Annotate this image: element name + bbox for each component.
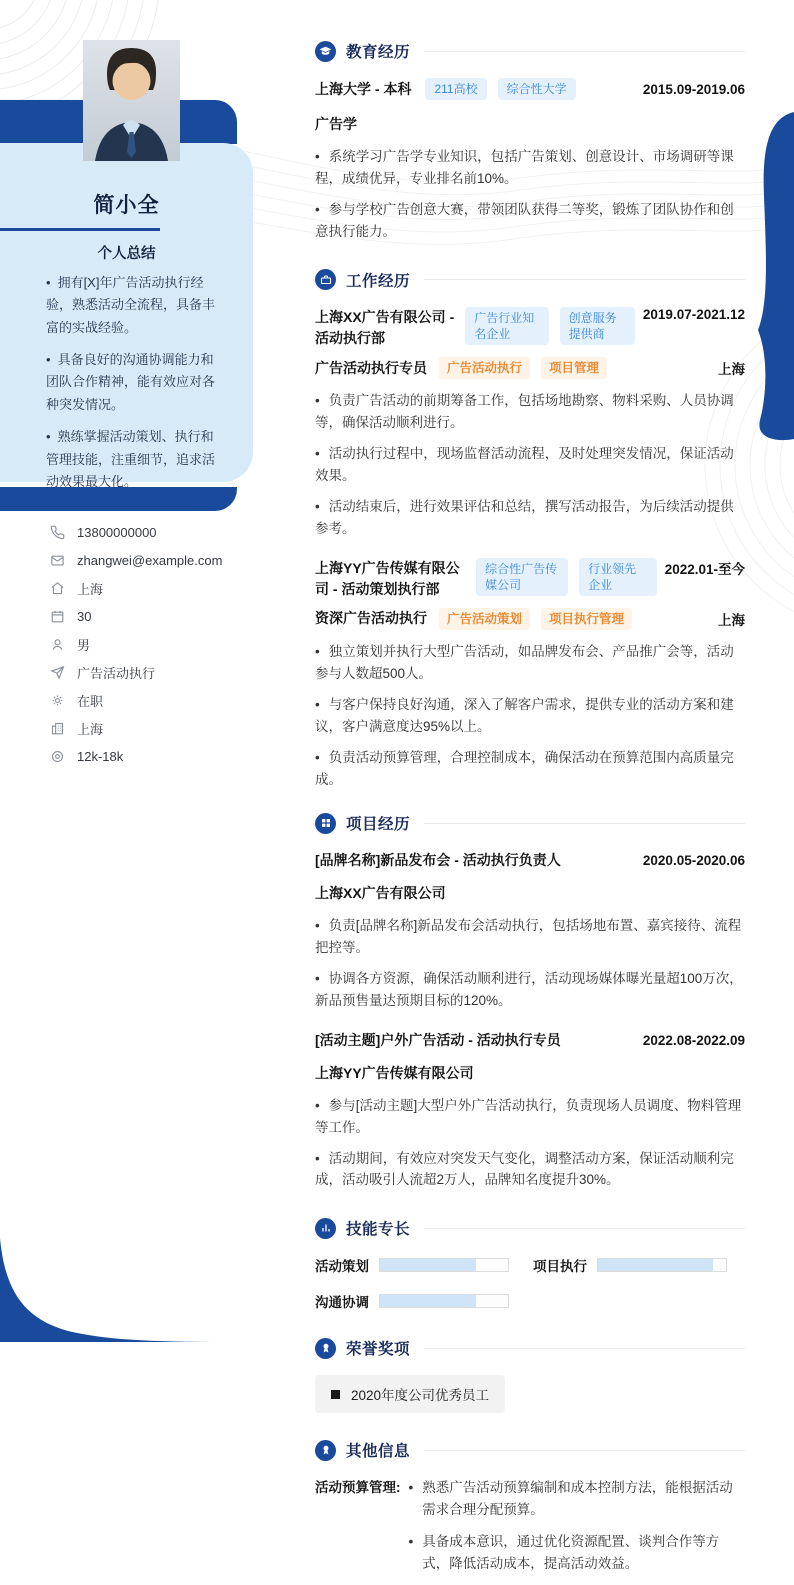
section-header-projects	[315, 812, 745, 834]
job-date: 2019.07-2021.12	[642, 306, 745, 322]
company-tag: 行业领先企业	[579, 558, 657, 596]
section-title: 技能专长	[346, 1221, 411, 1239]
contact-row-salary	[50, 742, 260, 770]
skill-label: 项目执行	[533, 1259, 587, 1275]
education-entry-header	[315, 78, 745, 100]
summary-item: • 熟练掌握活动策划、执行和管理技能，注重细节，追求活动效果最大化。	[46, 426, 218, 493]
job-bullets	[315, 390, 745, 539]
phone-icon	[50, 525, 65, 540]
bullet-item: • 熟悉广告活动预算编制和成本控制方法，能根据活动需求合理分配预算。	[409, 1477, 746, 1521]
award-icon	[315, 1338, 336, 1359]
contact-row-gender	[50, 630, 260, 658]
project-name: [活动主题]户外广告活动 - 活动执行专员	[315, 1031, 561, 1048]
position-title: 资深广告活动执行	[315, 610, 427, 627]
home-icon	[50, 581, 65, 596]
job-location: 上海	[718, 612, 745, 628]
bullet-item: • 负责[品牌名称]新品发布会活动执行，包括场地布置、嘉宾接待、流程把控等。	[315, 915, 745, 959]
bullet-item: • 系统学习广告学专业知识，包括广告策划、创意设计、市场调研等课程，成绩优异，专业排名前10%。	[315, 146, 745, 190]
contact-row-hometown	[50, 574, 260, 602]
section-divider	[424, 823, 745, 824]
section-title: 教育经历	[346, 44, 411, 61]
city-icon	[50, 721, 65, 736]
school-tag: 综合性大学	[498, 78, 576, 100]
company-name: 上海YY广告传媒有限公司 - 活动策划执行部	[315, 559, 460, 597]
project-name: [品牌名称]新品发布会 - 活动执行负责人	[315, 852, 561, 869]
section-divider	[424, 51, 745, 52]
bullet-item: • 活动执行过程中，现场监督活动流程，及时处理突发情况，保证活动效果。	[315, 443, 745, 487]
company-tag: 创意服务提供商	[560, 307, 635, 345]
contact-value: 上海	[77, 581, 104, 597]
email-icon	[50, 553, 65, 568]
skills-grid	[315, 1255, 745, 1311]
position-tag: 项目执行管理	[541, 608, 632, 631]
contact-row-job-status	[50, 686, 260, 714]
project-bullets	[315, 915, 745, 1011]
section-header-honors	[315, 1337, 745, 1359]
gender-icon	[50, 637, 65, 652]
bullet-item: • 与客户保持良好沟通，深入了解客户需求，提供专业的活动方案和建议，客户满意度达95%以上。	[315, 694, 745, 738]
square-bullet-icon	[331, 1390, 340, 1399]
right-edge-accent-shape	[758, 112, 794, 440]
briefcase-icon	[315, 269, 336, 290]
skill-fill	[380, 1259, 476, 1271]
summary-item: • 具备良好的沟通协调能力和团队合作精神，能有效应对各种突发情况。	[46, 349, 218, 416]
section-title: 项目经历	[346, 816, 411, 834]
contact-value: 男	[77, 637, 91, 653]
other-info-label: 活动预算管理:	[315, 1480, 401, 1496]
contact-value: 广告活动执行	[77, 665, 156, 681]
skill-fill	[380, 1295, 476, 1307]
education-icon	[315, 41, 336, 62]
project-date: 2020.05-2020.06	[642, 853, 745, 869]
project-company: 上海XX广告有限公司	[315, 885, 446, 902]
skill-bar	[597, 1258, 727, 1272]
school-name: 上海大学 - 本科	[315, 80, 412, 97]
skill-fill	[598, 1259, 713, 1271]
profile-photo	[83, 40, 180, 161]
bullet-item: • 参与学校广告创意大赛，带领团队获得二等奖，锻炼了团队协作和创意执行能力。	[315, 199, 745, 243]
company-tag: 综合性广告传媒公司	[476, 558, 568, 596]
education-bullets	[315, 146, 745, 242]
bullet-item: • 独立策划并执行大型广告活动，如品牌发布会、产品推广会等，活动参与人数超500人。	[315, 641, 745, 685]
section-title: 其他信息	[346, 1443, 411, 1461]
job-status-icon	[50, 693, 65, 708]
job-location: 上海	[718, 362, 745, 377]
job-intention-icon	[50, 665, 65, 680]
section-header-work	[315, 269, 745, 291]
position-tag: 广告活动执行	[439, 357, 530, 380]
bullet-item: • 协调各方资源，确保活动顺利进行，活动现场媒体曝光量超100万次，新品预售量达预期目标的120%。	[315, 968, 745, 1012]
contact-value: 在职	[77, 693, 104, 709]
contact-row-job-intention	[50, 658, 260, 686]
bullet-item: • 活动期间，有效应对突发天气变化，调整活动方案，保证活动顺利完成，活动吸引人流超2万人，品牌知名度提升30%。	[315, 1148, 745, 1192]
major: 广告学	[315, 116, 357, 133]
job-bullets	[315, 641, 745, 790]
bullet-item: • 具备成本意识，通过优化资源配置、谈判合作等方式，降低活动成本，提高活动效益。	[409, 1531, 746, 1575]
name-divider	[0, 228, 160, 231]
section-header-skills	[315, 1217, 745, 1239]
skill-item	[315, 1255, 533, 1275]
honor-text: 2020年度公司优秀员工	[351, 1388, 490, 1404]
bullet-item: • 负责活动预算管理，合理控制成本，确保活动在预算范围内高质量完成。	[315, 747, 745, 791]
bar-chart-icon	[315, 1218, 336, 1239]
contact-value: 30	[77, 608, 92, 624]
honor-item	[315, 1375, 505, 1413]
section-divider	[424, 1450, 745, 1451]
section-header-education	[315, 40, 745, 62]
education-date: 2015.09-2019.06	[642, 81, 745, 97]
position-title: 广告活动执行专员	[315, 359, 427, 376]
project-company: 上海YY广告传媒有限公司	[315, 1064, 474, 1081]
bullet-item: • 参与[活动主题]大型户外广告活动执行，负责现场人员调度、物料管理等工作。	[315, 1095, 745, 1139]
contact-row-email	[50, 546, 260, 574]
contact-value: 12k-18k	[77, 748, 124, 764]
summary-list	[46, 272, 218, 503]
section-title: 工作经历	[346, 272, 411, 290]
project-date: 2022.08-2022.09	[642, 1032, 745, 1048]
summary-title: 个人总结	[97, 246, 156, 262]
section-header-other	[315, 1439, 745, 1461]
resume-main	[315, 40, 745, 1585]
contact-list	[50, 518, 260, 770]
project-entry-header	[315, 850, 745, 871]
bullet-item: • 负责广告活动的前期筹备工作，包括场地勘察、物料采购、人员协调等，确保活动顺利进行。	[315, 390, 745, 434]
skill-bar	[379, 1294, 509, 1308]
project-bullets	[315, 1095, 745, 1191]
other-info-bullets	[409, 1477, 746, 1584]
bullet-item: • 活动结束后，进行效果评估和总结，撰写活动报告，为后续活动提供参考。	[315, 496, 745, 540]
project-entry-header	[315, 1030, 745, 1051]
age-icon	[50, 609, 65, 624]
sidebar	[0, 0, 270, 1342]
contact-row-phone	[50, 518, 260, 546]
job-entry-header	[315, 558, 745, 600]
section-title: 荣誉奖项	[346, 1341, 411, 1359]
company-tag: 广告行业知名企业	[465, 307, 548, 345]
other-info-row	[315, 1477, 745, 1584]
school-tag: 211高校	[425, 78, 486, 100]
skill-item	[315, 1291, 533, 1311]
job-position-row	[315, 357, 745, 380]
section-divider	[424, 1348, 745, 1349]
salary-icon	[50, 749, 65, 764]
section-divider	[424, 279, 745, 280]
skill-label: 沟通协调	[315, 1295, 369, 1311]
contact-row-age	[50, 602, 260, 630]
section-divider	[424, 1228, 745, 1229]
position-tag: 广告活动策划	[439, 608, 530, 631]
contact-value: 13800000000	[77, 524, 157, 540]
contact-row-city	[50, 714, 260, 742]
skill-bar	[379, 1258, 509, 1272]
skill-label: 活动策划	[315, 1259, 369, 1275]
grid-icon	[315, 813, 336, 834]
skill-item	[533, 1255, 745, 1275]
position-tag: 项目管理	[541, 357, 607, 380]
contact-value: 上海	[77, 721, 104, 737]
summary-item: • 拥有[X]年广告活动执行经验，熟悉活动全流程，具备丰富的实战经验。	[46, 272, 218, 339]
medal-icon	[315, 1440, 336, 1461]
job-entry-header	[315, 307, 745, 349]
candidate-name: 简小全	[93, 194, 160, 217]
contact-value: zhangwei@example.com	[77, 552, 223, 568]
job-position-row	[315, 608, 745, 631]
job-date: 2022.01-至今	[664, 561, 745, 577]
company-name: 上海XX广告有限公司 - 活动执行部	[315, 308, 455, 346]
